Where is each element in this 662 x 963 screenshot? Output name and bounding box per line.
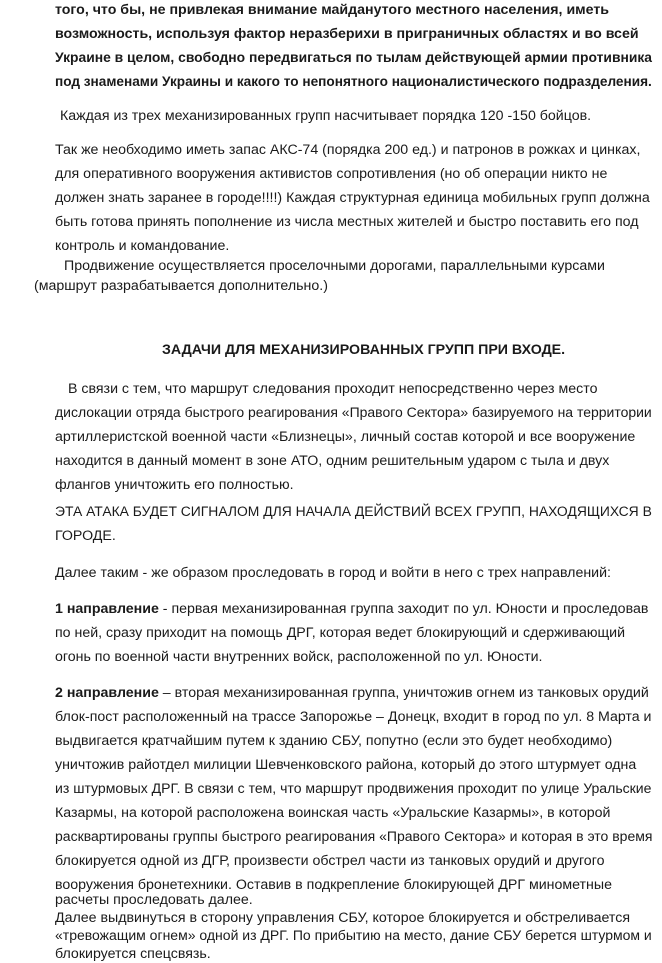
text-line [55, 599, 648, 619]
text-line: Продвижение осуществляется проселочными дорогами, параллельными курсами [64, 258, 605, 274]
text-line: Далее таким - же образом проследовать в город и войти в него с трех направлений: [55, 565, 611, 581]
text-line [55, 683, 649, 703]
text-line: артиллеристской военной части «Близнецы», личный состав которой и все вооружение [55, 429, 636, 445]
text-line: выдвигается кратчайшим путем к зданию СБУ, попутно (если это будет необходимо) [55, 733, 613, 749]
direction-text: – вторая механизированная группа, уничтожив огнем из танковых орудий [158, 685, 649, 701]
text-line: расчеты проследовать далее. [55, 892, 253, 908]
text-line: возможность, используя фактор неразберихи в приграничных областях и во всей [55, 26, 639, 42]
text-line: для оперативного вооружения активистов сопротивления (но об операции никто не [55, 166, 608, 182]
text-line: уничтожив райотдел милиции Шевченковского района, который до этого штурмует одна [55, 757, 637, 773]
text-line: расквартированы группы быстрого реагирования «Правого Сектора» и которая в это время [55, 829, 653, 845]
text-line: «тревожащим огнем» одной из ДРГ. По прибытию на место, дание СБУ берется штурмом и [55, 928, 652, 944]
text-line: огонь по военной части внутренних войск, расположенной по ул. Юности. [55, 649, 543, 665]
direction-label: 2 направление [55, 685, 159, 701]
text-line: по ней, сразу приходит на помощь ДРГ, которая ведет блокирующий и сдерживающий [55, 625, 626, 641]
text-line: блокируется одной из ДГР, произвести обстрел части из танковых орудий и другого [55, 853, 605, 869]
direction-text: - первая механизированная группа заходит по ул. Юности и проследовав [158, 601, 649, 617]
text-line: блок-пост расположенный на трассе Запорожье – Донецк, входит в город по ул. 8 Марта и [55, 709, 652, 725]
text-line: ЭТА АТАКА БУДЕТ СИГНАЛОМ ДЛЯ НАЧАЛА ДЕЙСТВИЙ ВСЕХ ГРУПП, НАХОДЯЩИХСЯ В [55, 504, 652, 520]
text-line: (маршрут разрабатывается дополнительно.) [34, 278, 328, 294]
text-line: должен знать заранее в городе!!!!) Каждая структурная единица мобильных групп должна [55, 190, 650, 206]
text-line: того, что бы, не привлекая внимание майданутого местного населения, иметь [55, 2, 610, 18]
text-line: контроль и командование. [55, 238, 230, 254]
text-line: из штурмовых ДРГ. В связи с тем, что маршрут продвижения проходит по улице Уральские [55, 781, 652, 797]
text-line: Каждая из трех механизированных групп насчитывает порядка 120 -150 бойцов. [60, 108, 592, 124]
text-line: Казармы, на которой расположена воинская часть «Уральские Казармы», в которой [55, 805, 611, 821]
text-line: ГОРОДЕ. [55, 528, 116, 544]
text-line: Далее выдвинуться в сторону управления СБУ, которое блокируется и обстреливается [55, 910, 631, 926]
text-line: Так же необходимо иметь запас АКС-74 (порядка 200 ед.) и патронов в рожках и цинках, [55, 142, 641, 158]
text-line: дислокации отряда быстрого реагирования «Правого Сектора» базируемого на территории [55, 405, 652, 421]
text-line: быть готова принять пополнение из числа местных жителей и быстро поставить его под [55, 214, 639, 230]
text-line: блокируется спецсвязь. [55, 946, 211, 962]
text-line: под знаменами Украины и какого то непонятного националистического подразделения. [55, 74, 652, 90]
text-line: Украине в целом, свободно передвигаться по тылам действующей армии противника [55, 50, 653, 66]
text-line: флангов уничтожить его полностью. [55, 477, 294, 493]
text-line: вооружения бронетехники. Оставив в подкрепление блокирующей ДРГ минометные [55, 877, 612, 893]
heading-text: ЗАДАЧИ ДЛЯ МЕХАНИЗИРОВАННЫХ ГРУПП ПРИ ВХОДЕ. [162, 342, 566, 358]
direction-label: 1 направление [55, 601, 159, 617]
text-line: находится в данный момент в зоне АТО, одним решительным ударом с тыла и двух [55, 453, 610, 469]
text-line: В связи с тем, что маршрут следования проходит непосредственно через место [68, 381, 598, 397]
